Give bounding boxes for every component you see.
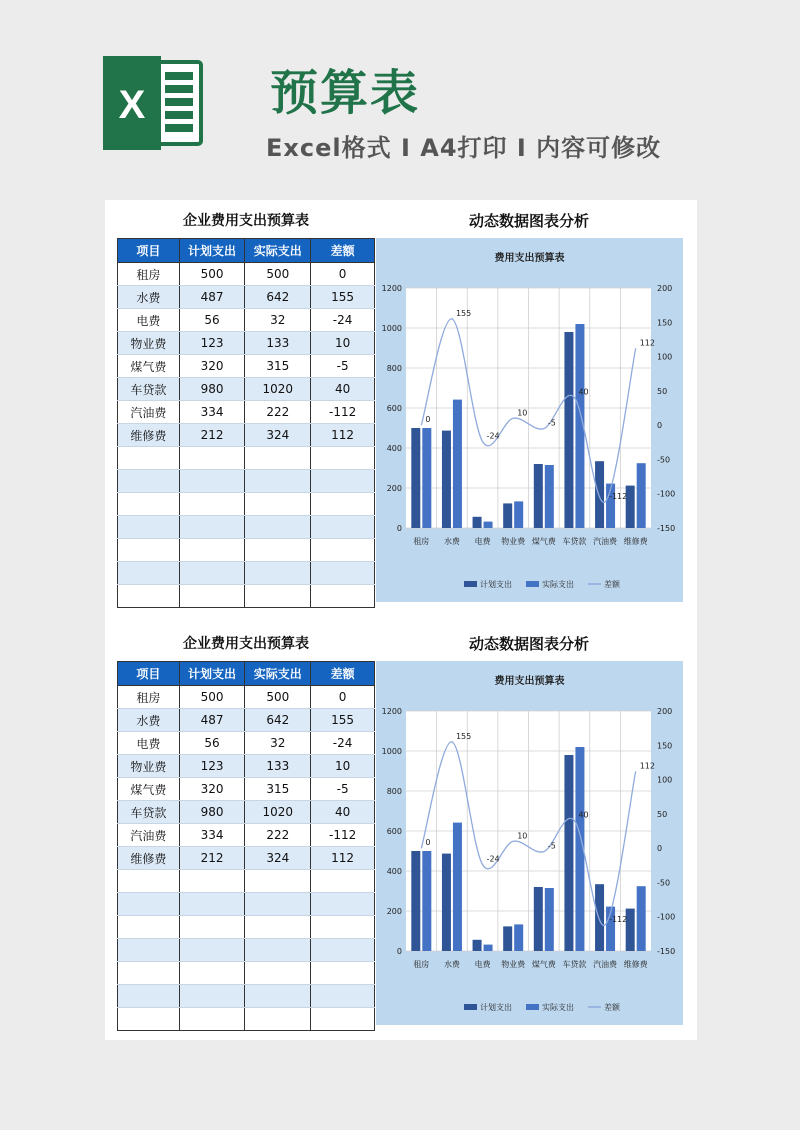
table-cell[interactable] <box>179 1008 245 1031</box>
table-cell[interactable]: 汽油费 <box>118 824 180 847</box>
table-cell[interactable] <box>118 962 180 985</box>
table-cell[interactable]: 222 <box>245 824 311 847</box>
bar <box>514 924 523 951</box>
table-cell[interactable] <box>245 939 311 962</box>
table-cell[interactable] <box>245 562 311 585</box>
table-cell[interactable]: 123 <box>179 755 245 778</box>
column-header: 实际支出 <box>245 239 311 263</box>
bar <box>442 431 451 528</box>
table-cell[interactable] <box>311 1008 375 1031</box>
bar <box>637 886 646 951</box>
table-cell[interactable]: 租房 <box>118 686 180 709</box>
table-cell[interactable]: 水费 <box>118 709 180 732</box>
table-cell[interactable]: 56 <box>179 732 245 755</box>
x-tick-label: 水费 <box>443 960 460 969</box>
table-row <box>118 1008 375 1031</box>
page-header <box>0 0 800 190</box>
y-tick-label-left: 1200 <box>381 284 402 293</box>
table-cell[interactable] <box>245 585 311 608</box>
y-tick-label-left: 600 <box>386 404 402 413</box>
table-cell[interactable] <box>179 893 245 916</box>
y-tick-label-right: 150 <box>657 741 673 751</box>
table-row <box>118 332 375 355</box>
table-cell[interactable]: 32 <box>245 732 311 755</box>
table-cell[interactable] <box>179 585 245 608</box>
table-row <box>118 939 375 962</box>
table-cell[interactable] <box>311 962 375 985</box>
bar <box>503 503 512 528</box>
y-tick-label-left: 800 <box>386 787 402 796</box>
table-cell[interactable]: 维修费 <box>118 424 180 447</box>
table-row <box>118 401 375 424</box>
y-tick-label-left: 0 <box>396 524 402 533</box>
y-tick-label-right: 50 <box>657 809 668 819</box>
table-cell[interactable] <box>179 939 245 962</box>
budget-chart <box>376 661 683 1025</box>
table-cell[interactable] <box>311 539 375 562</box>
table-cell[interactable]: 980 <box>179 378 245 401</box>
table-cell[interactable] <box>118 447 180 470</box>
table-cell[interactable]: 车贷款 <box>118 378 180 401</box>
table-cell[interactable] <box>118 470 180 493</box>
table-cell[interactable]: -24 <box>311 309 375 332</box>
bar <box>473 940 482 951</box>
table-row <box>118 378 375 401</box>
y-tick-label-right: -100 <box>657 912 676 922</box>
bar <box>637 463 646 528</box>
chart-svg <box>376 661 683 1025</box>
column-header: 项目 <box>118 239 180 263</box>
bar <box>453 400 462 528</box>
y-tick-label-right: 200 <box>657 284 673 293</box>
table-row <box>118 893 375 916</box>
x-tick-label: 电费 <box>474 537 491 546</box>
y-tick-label-left: 1000 <box>381 324 402 333</box>
table-cell[interactable] <box>311 585 375 608</box>
table-row <box>118 824 375 847</box>
table-cell[interactable]: 320 <box>179 355 245 378</box>
y-tick-label-left: 1000 <box>381 747 402 756</box>
column-header: 差额 <box>311 662 375 686</box>
budget-block <box>105 623 697 1035</box>
table-cell[interactable]: 0 <box>311 686 375 709</box>
bar <box>422 428 431 528</box>
chart-svg <box>376 238 683 602</box>
table-cell[interactable] <box>311 447 375 470</box>
table-cell[interactable]: 汽油费 <box>118 401 180 424</box>
table-cell[interactable]: 315 <box>245 355 311 378</box>
table-cell[interactable] <box>118 916 180 939</box>
table-row <box>118 447 375 470</box>
table-cell[interactable]: 10 <box>311 755 375 778</box>
table-cell[interactable] <box>245 916 311 939</box>
table-cell[interactable]: 32 <box>245 309 311 332</box>
x-tick-label: 煤气费 <box>531 960 556 969</box>
table-cell[interactable] <box>311 893 375 916</box>
y-tick-label-right: 200 <box>657 707 673 716</box>
table-cell[interactable]: -5 <box>311 778 375 801</box>
table-row <box>118 516 375 539</box>
data-label: -112 <box>609 491 628 501</box>
y-tick-label-left: 200 <box>386 484 402 493</box>
table-cell[interactable] <box>179 447 245 470</box>
table-cell[interactable]: 112 <box>311 424 375 447</box>
data-label: 112 <box>639 338 655 348</box>
table-cell[interactable] <box>311 985 375 1008</box>
table-cell[interactable]: 334 <box>179 401 245 424</box>
table-cell[interactable] <box>311 470 375 493</box>
excel-logo-letter: X <box>118 83 146 127</box>
table-row <box>118 870 375 893</box>
y-tick-label-right: 0 <box>657 844 663 854</box>
table-cell[interactable]: 487 <box>179 286 245 309</box>
table-cell[interactable] <box>118 985 180 1008</box>
table-cell[interactable] <box>245 539 311 562</box>
column-header: 计划支出 <box>179 662 245 686</box>
table-cell[interactable]: 500 <box>245 263 311 286</box>
legend-label: 实际支出 <box>542 1003 574 1012</box>
table-cell[interactable]: 642 <box>245 286 311 309</box>
x-tick-label: 水费 <box>443 537 460 546</box>
data-label: -5 <box>547 841 556 851</box>
data-label: -112 <box>609 914 628 924</box>
x-tick-label: 汽油费 <box>593 537 618 546</box>
excel-logo-icon <box>103 56 203 154</box>
table-cell[interactable]: 租房 <box>118 263 180 286</box>
y-tick-label-right: 100 <box>657 352 673 362</box>
table-row <box>118 493 375 516</box>
x-tick-label: 煤气费 <box>531 537 556 546</box>
table-cell[interactable] <box>245 893 311 916</box>
table-row <box>118 309 375 332</box>
table-cell[interactable] <box>245 1008 311 1031</box>
legend-swatch <box>526 1004 539 1010</box>
y-tick-label-left: 400 <box>386 444 402 453</box>
table-cell[interactable]: -112 <box>311 824 375 847</box>
table-row <box>118 962 375 985</box>
bar <box>484 522 493 528</box>
data-label: -5 <box>547 418 556 428</box>
table-cell[interactable] <box>311 493 375 516</box>
table-cell[interactable] <box>179 562 245 585</box>
table-cell[interactable] <box>245 962 311 985</box>
legend-label: 实际支出 <box>542 580 574 589</box>
table-cell[interactable] <box>179 870 245 893</box>
y-tick-label-right: -50 <box>657 455 671 465</box>
data-label: 155 <box>455 308 472 318</box>
bar <box>595 884 604 951</box>
bar <box>411 428 420 528</box>
bar <box>473 517 482 528</box>
table-cell[interactable]: 123 <box>179 332 245 355</box>
table-row <box>118 801 375 824</box>
x-tick-label: 汽油费 <box>593 960 618 969</box>
table-cell[interactable] <box>118 893 180 916</box>
table-cell[interactable] <box>245 516 311 539</box>
table-cell[interactable] <box>179 470 245 493</box>
table-cell[interactable]: -5 <box>311 355 375 378</box>
table-row <box>118 985 375 1008</box>
table-cell[interactable]: 煤气费 <box>118 355 180 378</box>
table-cell[interactable] <box>118 1008 180 1031</box>
data-label: 40 <box>578 810 589 820</box>
x-tick-label: 车贷款 <box>562 960 587 969</box>
table-cell[interactable]: 40 <box>311 378 375 401</box>
table-title: 企业费用支出预算表 <box>183 636 309 652</box>
table-cell[interactable]: 334 <box>179 824 245 847</box>
table-cell[interactable]: 水费 <box>118 286 180 309</box>
data-label: 40 <box>578 387 589 397</box>
bar <box>514 501 523 528</box>
column-header: 实际支出 <box>245 662 311 686</box>
table-cell[interactable] <box>311 939 375 962</box>
table-row <box>118 470 375 493</box>
x-tick-label: 车贷款 <box>562 537 587 546</box>
table-cell[interactable]: 500 <box>179 263 245 286</box>
table-cell[interactable]: 物业费 <box>118 332 180 355</box>
bar <box>564 332 573 528</box>
table-cell[interactable]: 56 <box>179 309 245 332</box>
table-cell[interactable]: 324 <box>245 847 311 870</box>
table-row <box>118 286 375 309</box>
table-cell[interactable]: 车贷款 <box>118 801 180 824</box>
y-tick-label-left: 0 <box>396 947 402 956</box>
y-tick-label-left: 800 <box>386 364 402 373</box>
bar <box>411 851 420 951</box>
chart-heading: 动态数据图表分析 <box>468 635 589 653</box>
table-row <box>118 539 375 562</box>
table-cell[interactable] <box>245 447 311 470</box>
table-row <box>118 424 375 447</box>
table-cell[interactable]: 212 <box>179 847 245 870</box>
table-cell[interactable] <box>311 562 375 585</box>
x-tick-label: 维修费 <box>623 537 648 546</box>
table-cell[interactable]: 112 <box>311 847 375 870</box>
table-row <box>118 709 375 732</box>
table-cell[interactable]: 133 <box>245 332 311 355</box>
table-cell[interactable]: 0 <box>311 263 375 286</box>
table-cell[interactable]: 133 <box>245 755 311 778</box>
data-label: 112 <box>639 761 655 771</box>
bar <box>545 888 554 951</box>
y-tick-label-right: 50 <box>657 386 668 396</box>
table-cell[interactable] <box>311 916 375 939</box>
table-cell[interactable]: 320 <box>179 778 245 801</box>
legend-label: 差额 <box>604 1003 620 1012</box>
legend-label: 计划支出 <box>480 1003 512 1012</box>
y-tick-label-left: 400 <box>386 867 402 876</box>
y-tick-label-left: 600 <box>386 827 402 836</box>
x-tick-label: 物业费 <box>501 537 526 546</box>
chart-heading: 动态数据图表分析 <box>468 212 589 230</box>
legend-label: 计划支出 <box>480 580 512 589</box>
table-cell[interactable]: 980 <box>179 801 245 824</box>
chart-legend <box>464 579 621 589</box>
table-cell[interactable]: 煤气费 <box>118 778 180 801</box>
table-cell[interactable]: 487 <box>179 709 245 732</box>
chart-title: 费用支出预算表 <box>494 676 565 687</box>
table-cell[interactable]: 10 <box>311 332 375 355</box>
legend-swatch <box>464 1004 477 1010</box>
table-cell[interactable]: 电费 <box>118 732 180 755</box>
table-cell[interactable] <box>118 562 180 585</box>
table-cell[interactable] <box>179 516 245 539</box>
table-cell[interactable]: 642 <box>245 709 311 732</box>
table-cell[interactable]: 40 <box>311 801 375 824</box>
table-row <box>118 585 375 608</box>
table-cell[interactable] <box>245 493 311 516</box>
table-row <box>118 686 375 709</box>
table-cell[interactable] <box>245 470 311 493</box>
bar <box>422 851 431 951</box>
table-cell[interactable]: 维修费 <box>118 847 180 870</box>
table-row <box>118 755 375 778</box>
table-cell[interactable] <box>118 939 180 962</box>
bar <box>442 854 451 951</box>
column-header: 计划支出 <box>179 239 245 263</box>
table-row <box>118 562 375 585</box>
table-cell[interactable] <box>179 962 245 985</box>
budget-table <box>117 238 375 608</box>
data-label: 0 <box>425 838 431 848</box>
table-cell[interactable]: 1020 <box>245 801 311 824</box>
page-title: 预算表 <box>270 65 421 121</box>
column-header: 项目 <box>118 662 180 686</box>
table-cell[interactable] <box>179 916 245 939</box>
bar <box>534 464 543 528</box>
data-label: 155 <box>455 731 472 741</box>
budget-chart <box>376 238 683 602</box>
budget-table <box>117 661 375 1031</box>
data-label: 10 <box>517 408 528 418</box>
y-tick-label-left: 1200 <box>381 707 402 716</box>
table-cell[interactable]: 222 <box>245 401 311 424</box>
table-cell[interactable]: 315 <box>245 778 311 801</box>
table-cell[interactable]: -112 <box>311 401 375 424</box>
table-cell[interactable] <box>118 539 180 562</box>
table-title: 企业费用支出预算表 <box>183 213 309 229</box>
y-tick-label-right: -150 <box>657 947 676 956</box>
x-tick-label: 租房 <box>413 960 430 969</box>
table-row <box>118 916 375 939</box>
table-cell[interactable]: 155 <box>311 286 375 309</box>
table-cell[interactable] <box>311 516 375 539</box>
table-cell[interactable]: 500 <box>245 686 311 709</box>
x-tick-label: 维修费 <box>623 960 648 969</box>
table-cell[interactable]: 212 <box>179 424 245 447</box>
table-cell[interactable]: 155 <box>311 709 375 732</box>
table-cell[interactable] <box>118 585 180 608</box>
data-label: -24 <box>486 431 500 441</box>
bar <box>564 755 573 951</box>
table-cell[interactable]: -24 <box>311 732 375 755</box>
x-tick-label: 物业费 <box>501 960 526 969</box>
y-tick-label-left: 200 <box>386 907 402 916</box>
x-tick-label: 电费 <box>474 960 491 969</box>
legend-swatch <box>464 581 477 587</box>
table-cell[interactable]: 物业费 <box>118 755 180 778</box>
table-cell[interactable] <box>179 539 245 562</box>
chart-title: 费用支出预算表 <box>494 253 565 264</box>
data-label: 10 <box>517 831 528 841</box>
table-row <box>118 263 375 286</box>
y-tick-label-right: 0 <box>657 421 663 431</box>
table-row <box>118 355 375 378</box>
y-tick-label-right: -150 <box>657 524 676 533</box>
budget-block <box>105 200 697 612</box>
chart-legend <box>464 1002 621 1012</box>
spreadsheet-preview <box>105 200 697 1040</box>
table-cell[interactable] <box>179 493 245 516</box>
data-label: 0 <box>425 415 431 425</box>
column-header: 差额 <box>311 239 375 263</box>
legend-label: 差额 <box>604 580 620 589</box>
y-tick-label-right: -100 <box>657 489 676 499</box>
table-cell[interactable] <box>118 493 180 516</box>
page-subtitle: Excel格式 I A4打印 I 内容可修改 <box>266 134 662 162</box>
table-cell[interactable] <box>118 516 180 539</box>
bar <box>534 887 543 951</box>
table-cell[interactable]: 1020 <box>245 378 311 401</box>
table-cell[interactable]: 500 <box>179 686 245 709</box>
legend-swatch <box>526 581 539 587</box>
bar <box>484 945 493 951</box>
bar <box>503 926 512 951</box>
table-cell[interactable] <box>179 985 245 1008</box>
bar <box>453 823 462 951</box>
x-tick-label: 租房 <box>413 537 430 546</box>
bar <box>595 461 604 528</box>
table-cell[interactable] <box>118 870 180 893</box>
table-cell[interactable] <box>245 870 311 893</box>
table-cell[interactable]: 电费 <box>118 309 180 332</box>
table-row <box>118 847 375 870</box>
data-label: -24 <box>486 854 500 864</box>
table-cell[interactable] <box>245 985 311 1008</box>
y-tick-label-right: -50 <box>657 878 671 888</box>
table-row <box>118 732 375 755</box>
bar <box>545 465 554 528</box>
table-cell[interactable]: 324 <box>245 424 311 447</box>
table-row <box>118 778 375 801</box>
y-tick-label-right: 150 <box>657 318 673 328</box>
table-cell[interactable] <box>311 870 375 893</box>
y-tick-label-right: 100 <box>657 775 673 785</box>
